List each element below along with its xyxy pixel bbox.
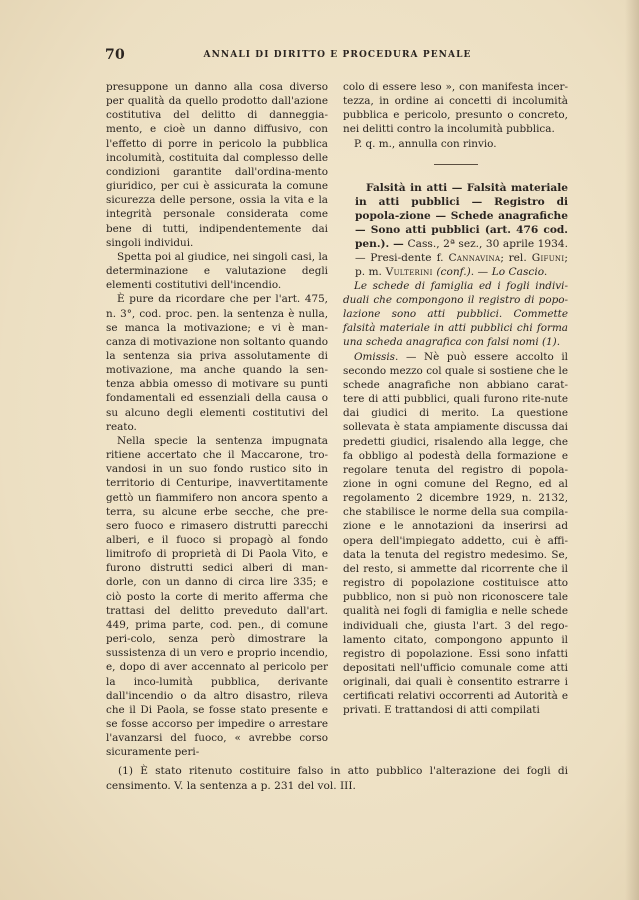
massima: Le schede di famiglia ed i fogli indivi-duali che compongono il registro di popo-lazione sono atti pubblici. Commette falsità materiale in atti pubblici chi forma una scheda anagrafica con falsi nomi (1). [343, 279, 568, 349]
left-column [106, 80, 328, 760]
left-paragraph-1: presuppone un danno alla cosa diverso per qualità da quello prodotto dall'azione costitutiva del delitto di danneggia-mento, e cioè un danno diffusivo, con l'effetto di porre in pericolo la pubblica incolumità, costituita dal complesso delle condizioni garantite dall'ordina-mento giuridico, per cui è assicurata la comune sicurezza delle persone, ossia la vita e la integrità personale considerata come bene di tutti, indipendentemente dai singoli individui. [106, 81, 328, 249]
headnote-pm-label: ; p. m. [355, 251, 568, 278]
left-paragraph-4: Nella specie la sentenza impugnata ritiene accertato che il Maccarone, tro-vandosi in un suo fondo rustico sito in territorio di Centuripe, inavvertitamente gettò un fiammifero non ancora spento a terra, su alcune erbe secche, che pre-sero fuoco e rimasero distrutti parecchi alberi, e il fuoco si propagò al fondo limitrofo di proprietà di Di Paola Vito, e furono distrutti sedici alberi di man-dorle, con un danno di circa lire 335; e ciò posto la corte di merito afferma che trattasi del delitto preveduto dall'art. 449, prima parte, cod. pen., di comune peri-colo, senza però dimostrare la sussistenza di un vero e proprio incendio, e, dopo di aver accennato al pericolo per la inco-lumità pubblica, derivante dall'incendio o da altro disastro, rileva che il Di Paola, se fosse stato presente e se fosse accorso per impedire o arrestare l'avanzarsi del fuoco, « avrebbe corso sicuramente peri- [106, 434, 328, 759]
omissis-text: — Nè può essere accolto il secondo mezzo col quale si sostiene che le schede anagrafiche non abbiano carat-tere di atti pubblici, quali furono rite-nute dai giudici di merito. La questione sollevata è stata ampiamente discussa dai predetti giudici, risalendo alla legge, che fa obbligo al podestà della formazione e regolare tenuta del registro di popola-zione in ogni comune del Regno, ed al regolamento 2 dicembre 1929, n. 2132, che stabilisce le norme della sua compila-zione e le annotazioni da inserirsi ad opera dell'impiegato addetto, cui è affi-data la tenuta del registro medesimo. Se, del resto, si ammette dal ricorrente che il registro di popolazione costituisce atto pubblico, non si può non riconoscere tale qualità nei fogli di famiglia e nelle schede individuali che, giusta l'art. 3 del rego-lamento citato, compongono appunto il registro di popolazione. Essi sono infatti depositati nell'ufficio comunale come atti originali, dai quali è consentito estrarre i certificati relativi occorrenti ad Autorità e privati. E trattandosi di atti compilati [343, 350, 568, 717]
headnote-rel: Gifuni [531, 251, 565, 264]
page-header [105, 47, 570, 63]
omissis-paragraph [343, 350, 568, 718]
footnote-text: (1) È stato ritenuto costituire falso in atto pubblico l'alterazione dei fogli di censimento. V. la sentenza a p. 231 del vol. III. [106, 765, 568, 792]
headnote-rel-label: ; rel. [500, 251, 527, 264]
headnote-president-initial: f. [436, 251, 444, 264]
case-headnote [343, 181, 568, 279]
running-head: ANNALI DI DIRITTO E PROCEDURA PENALE [203, 50, 472, 60]
right-column [343, 80, 568, 718]
headnote-president: Cannavina [448, 251, 501, 264]
right-paragraph-1: colo di essere leso », con manifesta incer-tezza, in ordine ai concetti di incolumità pubblica e pericolo, presunto o concreto, nei delitti contro la incolumità pubblica. [343, 81, 568, 136]
headnote-conf: (conf.) [436, 265, 471, 278]
headnote-title: Falsità in atti — Falsità materiale in atti pubblici — Registro di popola-zione — Schede anagrafiche — Sono atti pubblici (art. 476 cod. pen.). — [355, 181, 568, 250]
headnote-court: Cass., 2ª sez., 30 aprile 1934. — Presi-dente [355, 237, 568, 264]
section-divider [434, 164, 478, 165]
left-paragraph-2: Spetta poi al giudice, nei singoli casi, la determinazione e valutazione degli elementi costitutivi dell'incendio. [106, 250, 328, 292]
page-edge-shadow [625, 0, 639, 900]
footnote [106, 764, 568, 794]
headnote-pm: Vulterini [385, 265, 433, 278]
left-paragraph-3: È pure da ricordare che per l'art. 475, n. 3°, cod. proc. pen. la sentenza è nulla, se manca la motivazione; e vi è man-canza di motivazione non soltanto quando la sentenza sia priva assolutamente di motivazione, ma anche quando la sen-tenza abbia omesso di motivare su punti fondamentali ed essenziali della causa o su alcuno degli elementi costitutivi del reato. [106, 293, 328, 433]
omissis-label: Omissis. [354, 350, 399, 363]
page-number: 70 [105, 47, 126, 63]
right-paragraph-2: P. q. m., annulla con rinvio. [354, 137, 497, 150]
headnote-party-sep: . — [470, 265, 489, 278]
headnote-party: Lo Cascio. [491, 265, 548, 278]
